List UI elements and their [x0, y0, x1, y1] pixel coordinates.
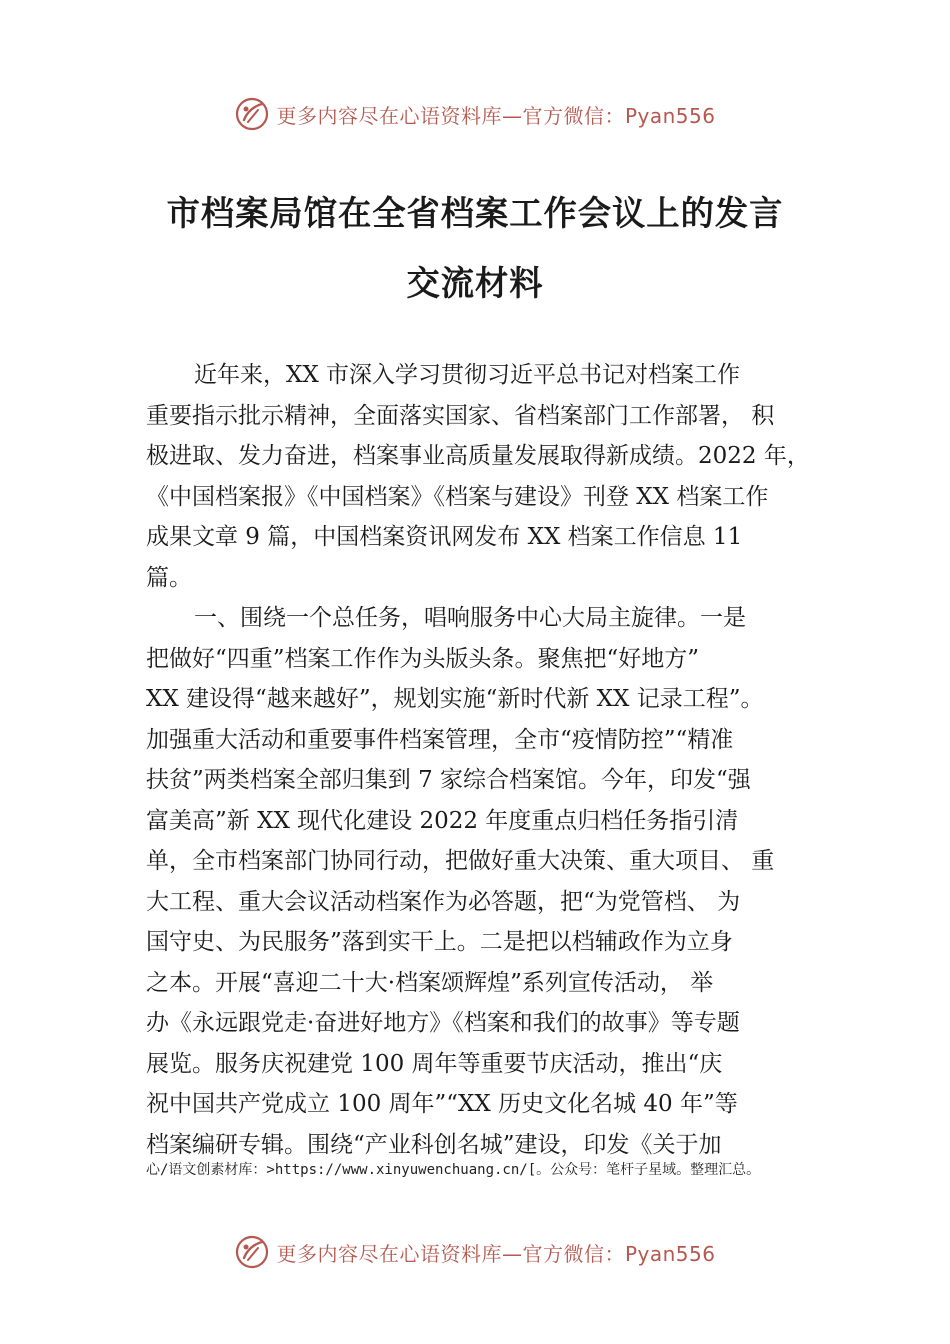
footer-banner: [0, 1232, 950, 1272]
brand-logo-icon: [234, 1234, 270, 1270]
text-line: 把做好“四重”档案工作作为头版头条。聚焦把“好地方”: [146, 645, 700, 672]
text-line: 重要指示批示精神，全面落实国家、省档案部门工作部署， 积: [146, 402, 775, 429]
document-title-line-2: 交流材料: [406, 264, 544, 304]
source-footnote: 心/语文创素材库：>https://www.xinyuwenchuang.cn/[。公众号：笔杆子星域。整理汇总。: [146, 1162, 761, 1178]
document-body: [146, 355, 826, 1165]
header-banner: [0, 94, 950, 134]
text-line: XX 建设得“越来越好”，规划实施“新时代新 XX 记录工程”。: [146, 686, 764, 712]
text-line: 展览。服务庆祝建党 100 周年等重要节庆活动，推出“庆: [146, 1050, 723, 1077]
text-line: 祝中国共产党成立 100 周年”“XX 历史文化名城 40 年”等: [146, 1091, 738, 1117]
text-line: 国守史、为民服务”落到实干上。二是把以档辅政作为立身: [146, 929, 733, 955]
text-line: 富美高”新 XX 现代化建设 2022 年度重点归档任务指引清: [146, 807, 739, 834]
text-line: 篇。: [146, 564, 192, 591]
text-line: 近年来，XX 市深入学习贯彻习近平总书记对档案工作: [194, 362, 741, 388]
text-line: 加强重大活动和重要事件档案管理，全市“疫情防控”“精准: [146, 726, 734, 753]
text-line: 成果文章 9 篇，中国档案资讯网发布 XX 档案工作信息 11: [146, 524, 743, 550]
text-line: 大工程、重大会议活动档案作为必答题，把“为党管档、 为: [146, 888, 741, 915]
text-line: 之本。开展“喜迎二十大·档案颂辉煌”系列宣传活动， 举: [146, 969, 714, 996]
text-line: 极进取、发力奋进，档案事业高质量发展取得新成绩。2022 年，: [146, 443, 810, 469]
header-banner-text: 更多内容尽在心语资料库—官方微信：Pyan556: [276, 103, 716, 128]
brand-logo-icon: [234, 96, 270, 132]
text-line: 档案编研专辑。围绕“产业科创名城”建设，印发《关于加: [146, 1131, 722, 1158]
footer-banner-text: 更多内容尽在心语资料库—官方微信：Pyan556: [276, 1241, 716, 1266]
text-line: 一、围绕一个总任务，唱响服务中心大局主旋律。一是: [194, 605, 746, 631]
document-title-line-1: 市档案局馆在全省档案工作会议上的发言: [166, 194, 784, 234]
text-line: 《中国档案报》《中国档案》《档案与建设》刊登 XX 档案工作: [146, 483, 769, 510]
text-line: 扶贫”两类档案全部归集到 7 家综合档案馆。今年，印发“强: [146, 767, 751, 793]
text-line: 办《永远跟党走·奋进好地方》《档案和我们的故事》等专题: [146, 1010, 740, 1036]
text-line: 单，全市档案部门协同行动，把做好重大决策、重大项目、 重: [146, 848, 775, 874]
